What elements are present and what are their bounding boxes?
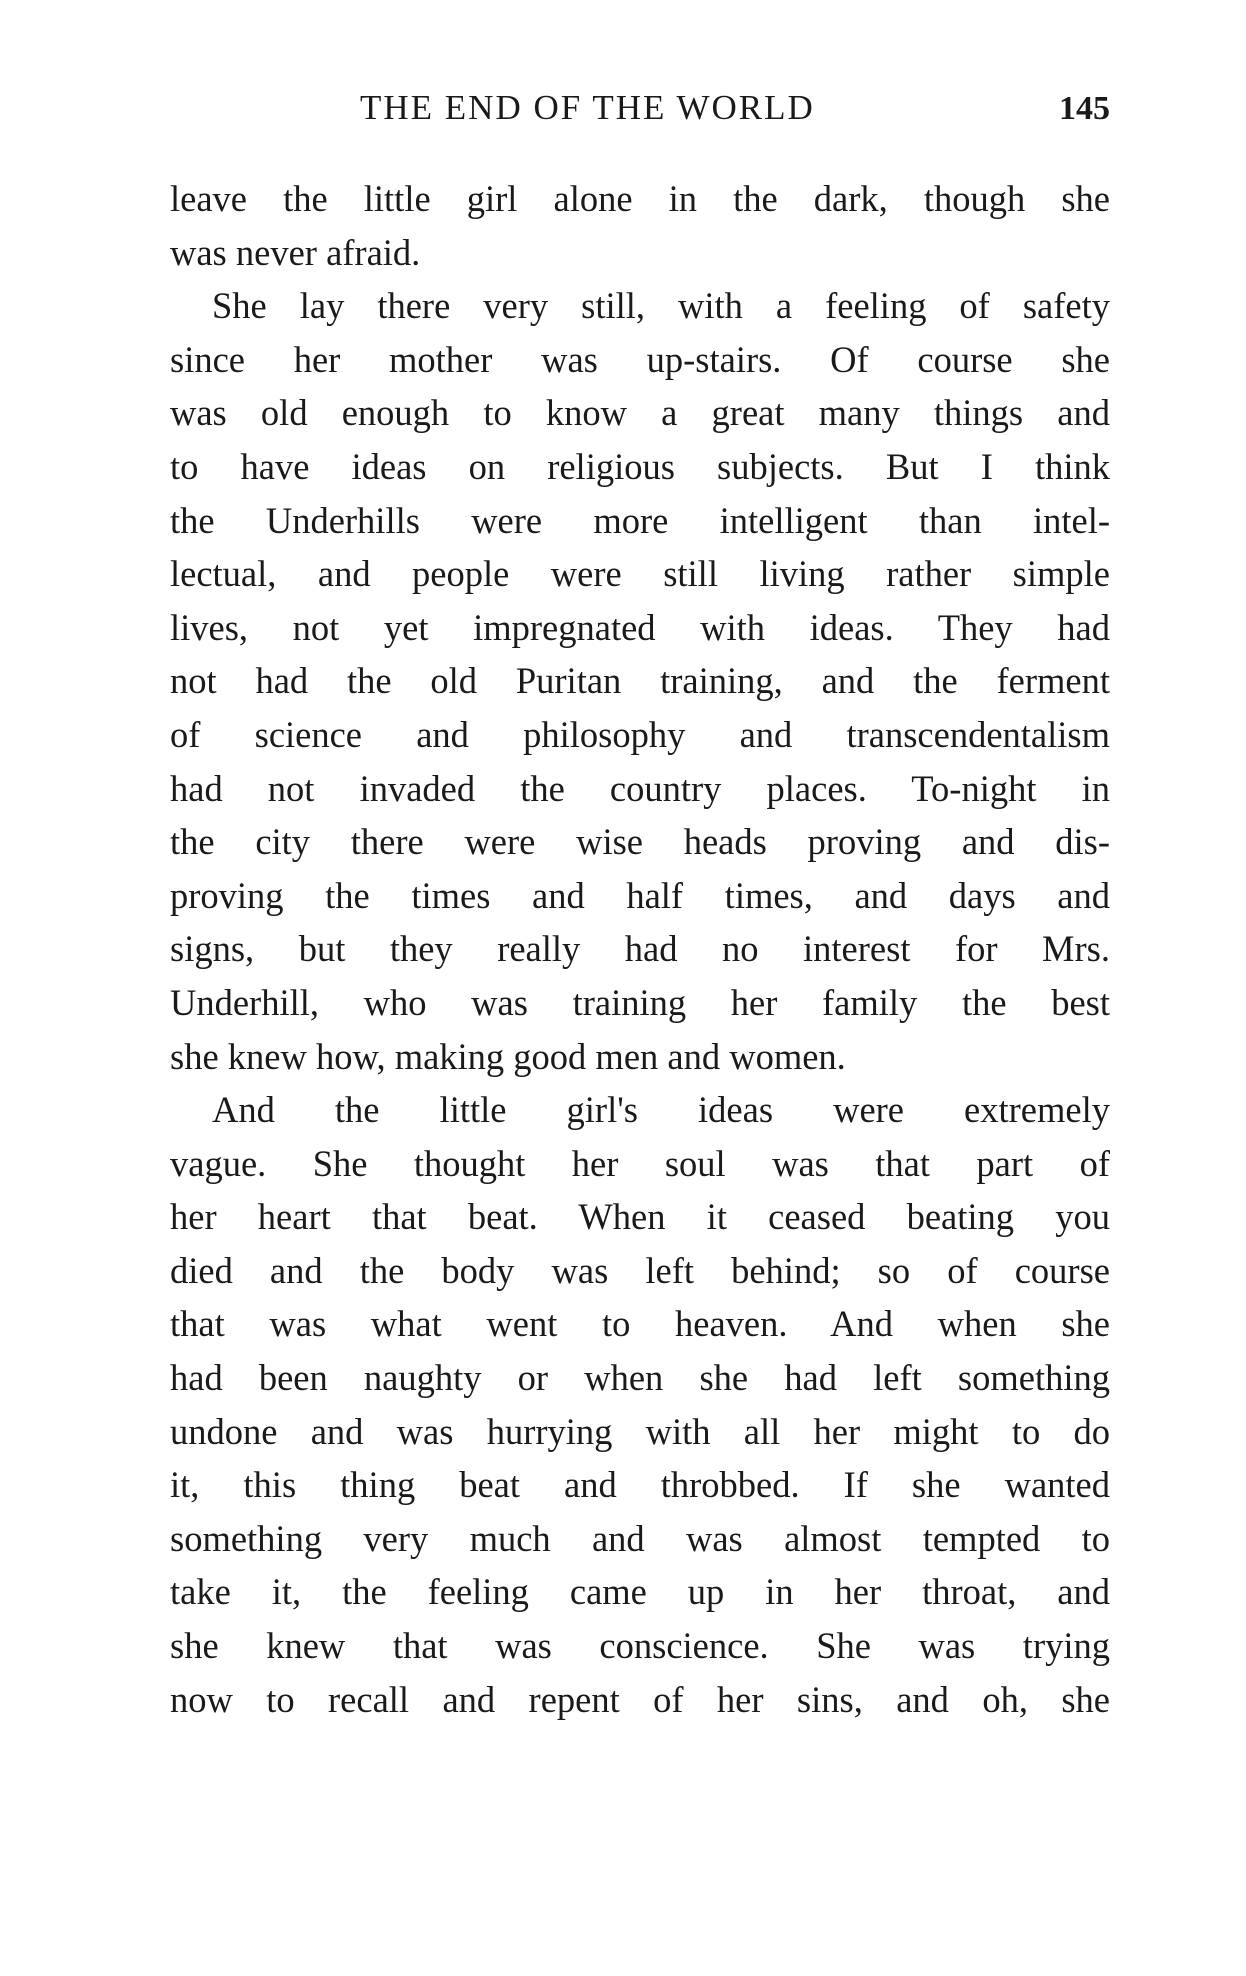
- text-line: something very much and was almost tempted to: [170, 1517, 1110, 1559]
- text-line: the Underhills were more intelligent than intel-: [170, 499, 1110, 541]
- text-line: signs, but they really had no interest for Mrs.: [170, 928, 1110, 970]
- text-line: lectual, and people were still living rather simple: [170, 553, 1110, 595]
- text-line: to have ideas on religious subjects. But I think: [170, 445, 1110, 487]
- page-header: [170, 78, 1110, 138]
- text-line: undone and was hurrying with all her might to do: [170, 1410, 1110, 1452]
- text-line: now to recall and repent of her sins, and oh, she: [170, 1678, 1110, 1720]
- text-line: not had the old Puritan training, and the ferment: [170, 660, 1110, 702]
- text-line: her heart that beat. When it ceased beating you: [170, 1196, 1110, 1238]
- text-line: was never afraid.: [170, 231, 421, 273]
- text-line: leave the little girl alone in the dark, though she: [170, 178, 1110, 219]
- text-line: of science and philosophy and transcendentalism: [170, 713, 1110, 755]
- text-line: had not invaded the country places. To-night in: [170, 767, 1110, 809]
- running-title: THE END OF THE WORLD: [360, 88, 815, 127]
- text-line: take it, the feeling came up in her throat, and: [170, 1571, 1110, 1613]
- text-line: proving the times and half times, and days and: [170, 874, 1110, 916]
- text-line: vague. She thought her soul was that part of: [170, 1142, 1110, 1184]
- text-line: she knew how, making good men and women.: [170, 1035, 846, 1077]
- text-line: the city there were wise heads proving and dis-: [170, 821, 1110, 863]
- body-text: [170, 172, 1110, 1726]
- text-line: was old enough to know a great many things and: [170, 392, 1110, 434]
- text-line: lives, not yet impregnated with ideas. They had: [170, 606, 1110, 648]
- text-line: since her mother was up-stairs. Of course she: [170, 338, 1110, 380]
- page-number: 145: [1059, 90, 1110, 127]
- text-line: She lay there very still, with a feeling of safety: [212, 285, 1110, 327]
- text-line: died and the body was left behind; so of course: [170, 1249, 1110, 1291]
- text-line: that was what went to heaven. And when she: [170, 1303, 1110, 1345]
- text-line: she knew that was conscience. She was trying: [170, 1625, 1110, 1667]
- text-line: had been naughty or when she had left something: [170, 1357, 1110, 1399]
- text-line: And the little girl's ideas were extremely: [212, 1089, 1110, 1131]
- text-line: Underhill, who was training her family the best: [170, 981, 1110, 1023]
- text-line: it, this thing beat and throbbed. If she wanted: [170, 1464, 1110, 1506]
